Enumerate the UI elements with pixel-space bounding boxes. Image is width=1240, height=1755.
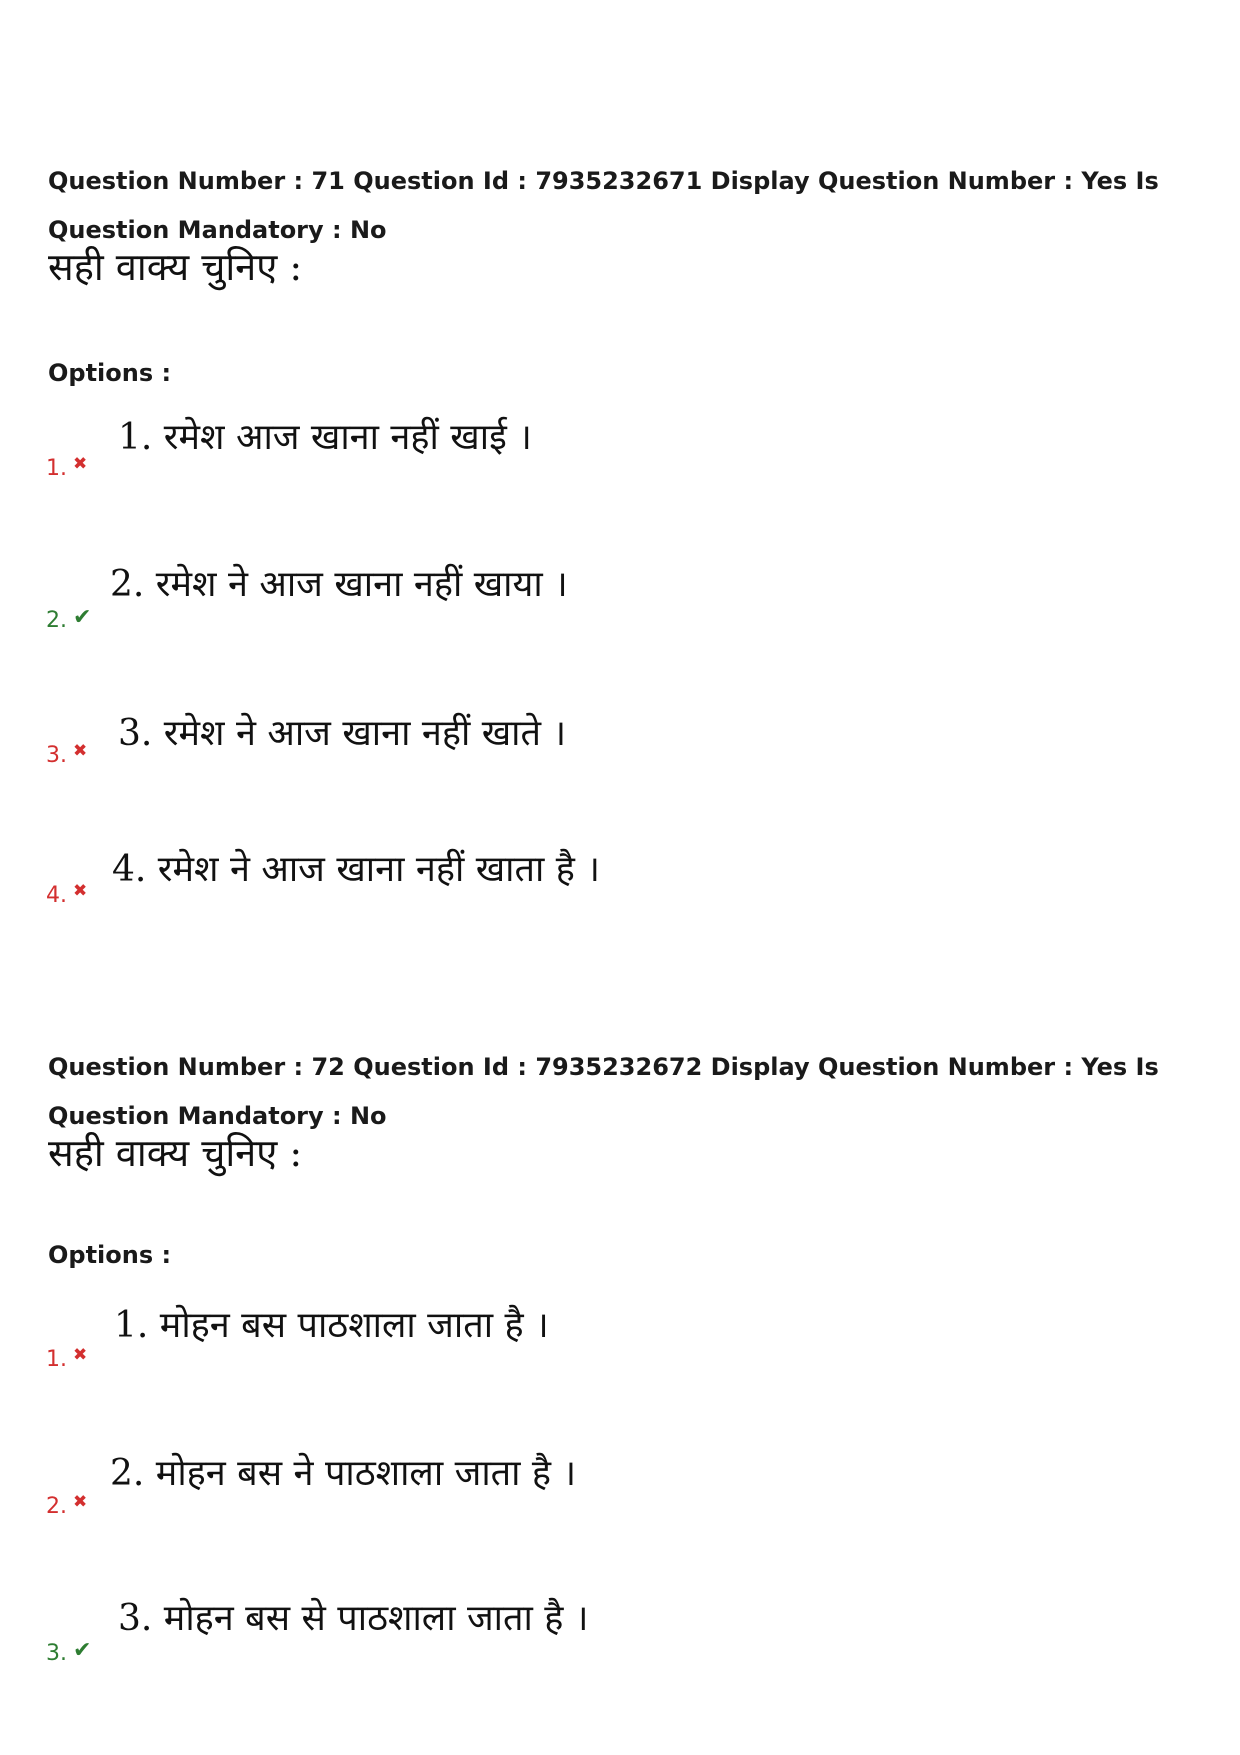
cross-icon: ✖ <box>73 454 88 474</box>
cross-icon: ✖ <box>73 1345 88 1365</box>
option-number[interactable] <box>46 1346 87 1374</box>
option-text: 2. रमेश ने आज खाना नहीं खाया । <box>110 564 568 605</box>
question-header: Question Number : 71 Question Id : 7935232671 Display Question Number : Yes Is Question Mandatory : No <box>48 167 1159 244</box>
cross-icon: ✖ <box>73 741 88 761</box>
option-number-label: 2. <box>46 608 67 633</box>
cross-icon: ✖ <box>73 1492 88 1512</box>
check-icon: ✔ <box>73 1638 92 1663</box>
option-text: 4. रमेश ने आज खाना नहीं खाता है । <box>112 849 600 890</box>
option-number[interactable] <box>46 742 87 770</box>
option-number-label: 2. <box>46 1494 67 1519</box>
option-text: 3. रमेश ने आज खाना नहीं खाते । <box>118 713 567 754</box>
question-text: सही वाक्य चुनिए : <box>48 245 303 289</box>
option-number-label: 4. <box>46 883 67 908</box>
option-number[interactable] <box>46 455 87 483</box>
option-number[interactable] <box>46 607 91 635</box>
option-number-label: 3. <box>46 743 67 768</box>
option-number[interactable] <box>46 882 87 910</box>
option-number-label: 1. <box>46 456 67 481</box>
option-text: 1. रमेश आज खाना नहीं खाई । <box>118 417 532 458</box>
question-text: सही वाक्य चुनिए : <box>48 1131 303 1175</box>
option-text: 2. मोहन बस ने पाठशाला जाता है । <box>110 1453 577 1494</box>
check-icon: ✔ <box>73 605 92 630</box>
option-text: 3. मोहन बस से पाठशाला जाता है । <box>118 1598 589 1639</box>
option-number-label: 3. <box>46 1641 67 1666</box>
options-label: Options : <box>48 1241 172 1269</box>
option-number-label: 1. <box>46 1347 67 1372</box>
option-number[interactable] <box>46 1640 91 1668</box>
option-number[interactable] <box>46 1493 87 1521</box>
option-text: 1. मोहन बस पाठशाला जाता है । <box>114 1305 549 1346</box>
cross-icon: ✖ <box>73 881 88 901</box>
question-header: Question Number : 72 Question Id : 7935232672 Display Question Number : Yes Is Question Mandatory : No <box>48 1053 1159 1130</box>
options-label: Options : <box>48 359 172 387</box>
